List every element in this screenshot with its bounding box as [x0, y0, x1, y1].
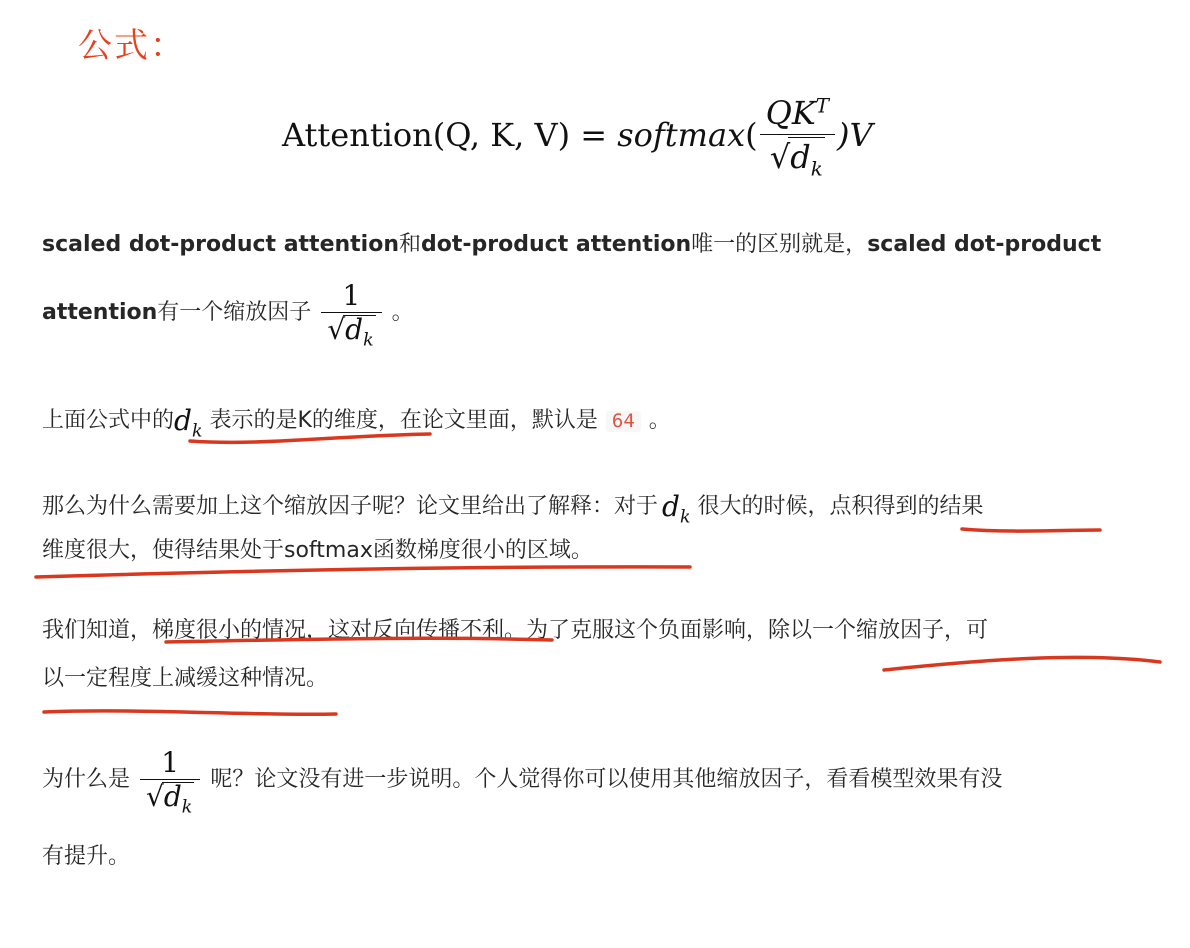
- paragraph-3-line-2: 维度很大，使得结果处于softmax函数梯度很小的区域。: [42, 538, 593, 563]
- underline-mitigate: [44, 711, 336, 714]
- attention-formula: [282, 80, 873, 190]
- paragraph-4-line-1: 我们知道，梯度很小的情况，这对反向传播不利。为了克服这个负面影响，除以一个缩放因子，可: [42, 618, 989, 643]
- scale-factor-fraction: 1 √ $d_k$: [321, 282, 381, 344]
- paragraph-5-line-1: 为什么是 1 √ $d_k$ 呢？论文没有进一步说明。个人觉得你可以使用其他缩放因子，看看模型效果有没: [42, 746, 1003, 818]
- scale-factor-fraction: 1 √ $d_k$: [140, 749, 200, 811]
- formula-open-paren: (: [745, 116, 758, 154]
- sqrt-icon: √: [327, 313, 346, 346]
- underline-softmax-region: [36, 567, 690, 577]
- paragraph-4-line-2: 以一定程度上减缓这种情况。: [42, 666, 329, 691]
- formula-denominator: √ $d_k$: [769, 138, 823, 181]
- formula-numerator: $QK^T$: [765, 94, 829, 132]
- paragraph-1-line-1: scaled dot-product attention和dot-product attention唯一的区别就是，scaled dot-product: [42, 232, 1102, 257]
- sqrt-icon: √: [146, 780, 164, 813]
- paragraph-1-line-2: attention 有一个缩放因子 1 √ $d_k$ 。: [42, 279, 414, 351]
- formula-close: )V: [836, 116, 873, 154]
- paragraph-5-line-2: 有提升。: [42, 844, 131, 869]
- section-heading: 公式：: [78, 26, 186, 66]
- dk-symbol: $d_k$: [662, 490, 691, 528]
- default-value-code: 64: [606, 411, 641, 432]
- formula-fraction: [760, 94, 835, 181]
- paragraph-3-line-1: 那么为什么需要加上这个缩放因子呢？论文里给出了解释：对于 $d_k$ 很大的时候，点积得到的结果: [42, 490, 984, 528]
- underline-scale-factor: [884, 657, 1160, 670]
- sqrt-icon: √: [769, 138, 791, 176]
- formula-softmax: softmax: [617, 116, 746, 154]
- underline-dot-product-result: [962, 529, 1100, 531]
- dk-symbol: $d_k$: [174, 404, 203, 442]
- formula-lhs: Attention(Q, K, V) =: [282, 116, 618, 154]
- paragraph-2: 上面公式中的 $d_k$ 表示的是K的维度，在论文里面，默认是 64 。: [42, 404, 671, 442]
